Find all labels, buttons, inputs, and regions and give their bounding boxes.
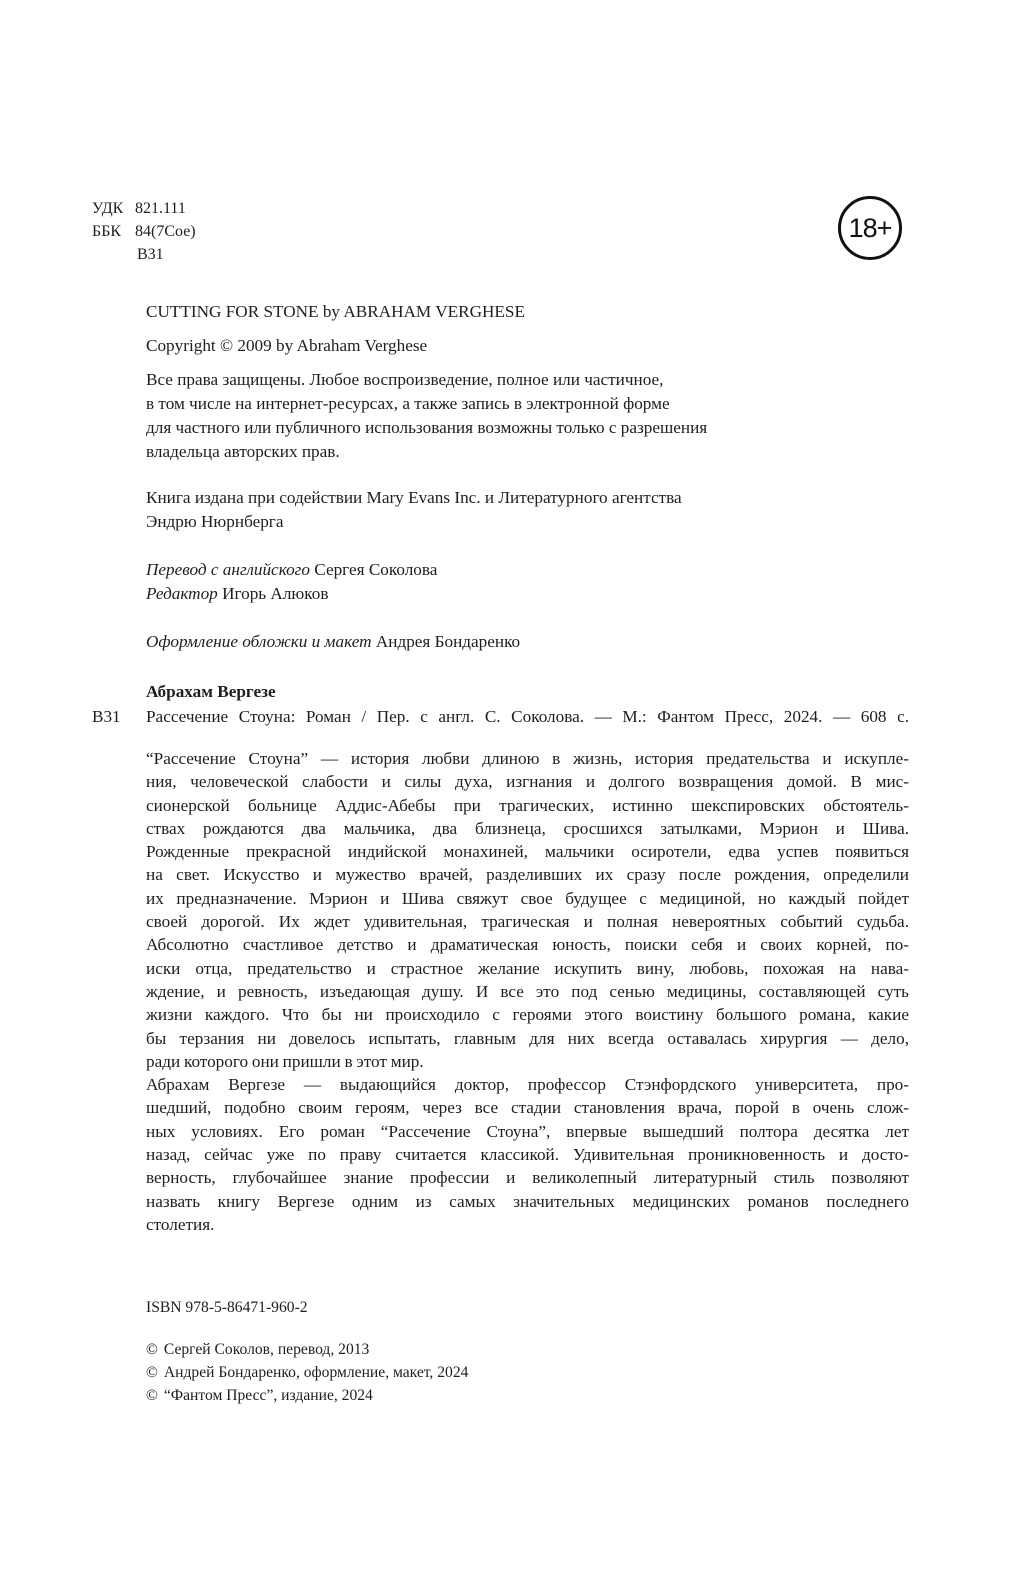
- annotation-line: ных условиях. Его роман “Рассечение Стоуна”, впервые вышедший полтора десятка лет: [146, 1121, 909, 1141]
- bbk-value: 84(7Сое): [135, 223, 196, 240]
- annotation-line: ния, человеческой слабости и силы духа, изгнания и долгого возвращения домой. В мис-: [146, 772, 909, 792]
- copyright-line: [146, 1384, 468, 1407]
- copyright-list: [146, 1338, 468, 1407]
- rights-line: в том числе на интернет-ресурсах, а также запись в электронной форме: [146, 394, 670, 413]
- annotation-line: их предназначение. Мэрион и Шива свяжут свое будущее с медициной, но каждый пойдет: [146, 888, 909, 908]
- annotation-line: назад, сейчас уже по праву считается классикой. Удивительная проникновенность и досто-: [146, 1145, 909, 1165]
- annotation-line: сионерской больнице Аддис-Абебы при трагических, истинно шекспировских обстоятель-: [146, 795, 909, 815]
- annotation-line: столетия.: [146, 1214, 215, 1234]
- author-code: В31: [137, 246, 164, 263]
- bbk-row: [92, 220, 196, 243]
- copyright-symbol: ©: [146, 1364, 158, 1381]
- copyright-line: [146, 1361, 468, 1384]
- editor-label: Редактор: [146, 584, 218, 603]
- original-copyright: Copyright © 2009 by Abraham Verghese: [146, 336, 428, 355]
- udk-row: [92, 197, 196, 220]
- bibliographic-author: Абрахам Вергезе: [146, 682, 276, 701]
- bibliographic-description: Рассечение Стоуна: Роман / Пер. с англ. С. Соколова. — М.: Фантом Пресс, 2024. — 608 с.: [146, 707, 909, 726]
- copyright-text: Сергей Соколов, перевод, 2013: [163, 1341, 370, 1358]
- copyright-symbol: ©: [146, 1387, 158, 1404]
- annotation-line: ствах рождаются два мальчика, два близнеца, сросшихся затылками, Мэрион и Шива.: [146, 818, 909, 838]
- annotation: [146, 747, 909, 1236]
- udk-value: 821.111: [135, 200, 186, 217]
- rights-line: владельца авторских прав.: [146, 442, 340, 461]
- annotation-line: своей дорогой. Их ждет удивительная, трагическая и полная невероятных событий судьба.: [146, 912, 909, 932]
- classification-codes: [92, 197, 196, 266]
- annotation-line: ради которого они пришли в этот мир.: [146, 1051, 424, 1071]
- bibliographic-code: В31: [92, 707, 121, 726]
- annotation-line: верность, глубочайшее знание профессии и великолепный литературный стиль позволяют: [146, 1168, 909, 1188]
- agency-line: Книга издана при содействии Mary Evans Inc. и Литературного агентства: [146, 488, 682, 507]
- editor-name: Игорь Алюков: [222, 584, 329, 603]
- editor-credit: [146, 582, 328, 606]
- annotation-line: “Рассечение Стоуна” — история любви длиною в жизнь, история предательства и искупле-: [146, 749, 909, 768]
- design-name: Андрея Бондаренко: [375, 632, 521, 651]
- copyright-text: Андрей Бондаренко, оформление, макет, 2024: [163, 1364, 469, 1381]
- design-credit: [146, 630, 520, 654]
- agency-line: Эндрю Нюрнберга: [146, 512, 284, 531]
- copyright-line: [146, 1338, 468, 1361]
- annotation-line: ждение, и ревность, изъедающая душу. И все это под сенью медицины, составляющей суть: [146, 981, 909, 1001]
- design-label: Оформление обложки и макет: [146, 632, 372, 651]
- bbk-label: ББК: [92, 223, 122, 240]
- translation-label: Перевод с английского: [146, 560, 310, 579]
- annotation-line: иски отца, предательство и страстное желание искупить вину, любовь, похожая на нава-: [146, 958, 909, 978]
- annotation-line: шедший, подобно своим героям, через все стадии становления врача, порой в очень слож-: [146, 1098, 909, 1118]
- isbn: ISBN 978-5-86471-960-2: [146, 1299, 308, 1316]
- rights-line: для частного или публичного использования возможны только с разрешения: [146, 418, 708, 437]
- annotation-line: Абрахам Вергезе — выдающийся доктор, профессор Стэнфордского университета, про-: [146, 1075, 909, 1095]
- annotation-line: жизни каждого. Что бы ни происходило с героями этого воистину большого романа, какие: [146, 1005, 909, 1025]
- annotation-line: бы терзания ни довелось испытать, главным для них всегда оставалась хирургия — дело,: [146, 1028, 909, 1048]
- copyright-symbol: ©: [146, 1341, 158, 1358]
- translation-credit: [146, 558, 437, 582]
- agency-notice: [146, 486, 682, 534]
- annotation-line: Рожденные прекрасной индийской монахиней, мальчики осиротели, едва успев появиться: [146, 842, 909, 862]
- rights-line: Все права защищены. Любое воспроизведение, полное или частичное,: [146, 370, 664, 389]
- copyright-text: “Фантом Пресс”, издание, 2024: [163, 1387, 373, 1404]
- original-title: CUTTING FOR STONE by ABRAHAM VERGHESE: [146, 302, 525, 321]
- annotation-line: Абсолютно счастливое детство и драматическая юность, поиски себя и своих корней, по-: [146, 935, 909, 955]
- translation-name: Сергея Соколова: [314, 560, 438, 579]
- rights-notice: [146, 368, 707, 464]
- udk-label: УДК: [92, 200, 124, 217]
- annotation-line: на свет. Искусство и мужество врачей, разделивших их сразу после рождения, определили: [146, 865, 909, 885]
- annotation-line: назвать книгу Вергезе одним из самых значительных медицинских романов последнего: [146, 1191, 909, 1211]
- age-rating-badge: 18+: [838, 196, 902, 260]
